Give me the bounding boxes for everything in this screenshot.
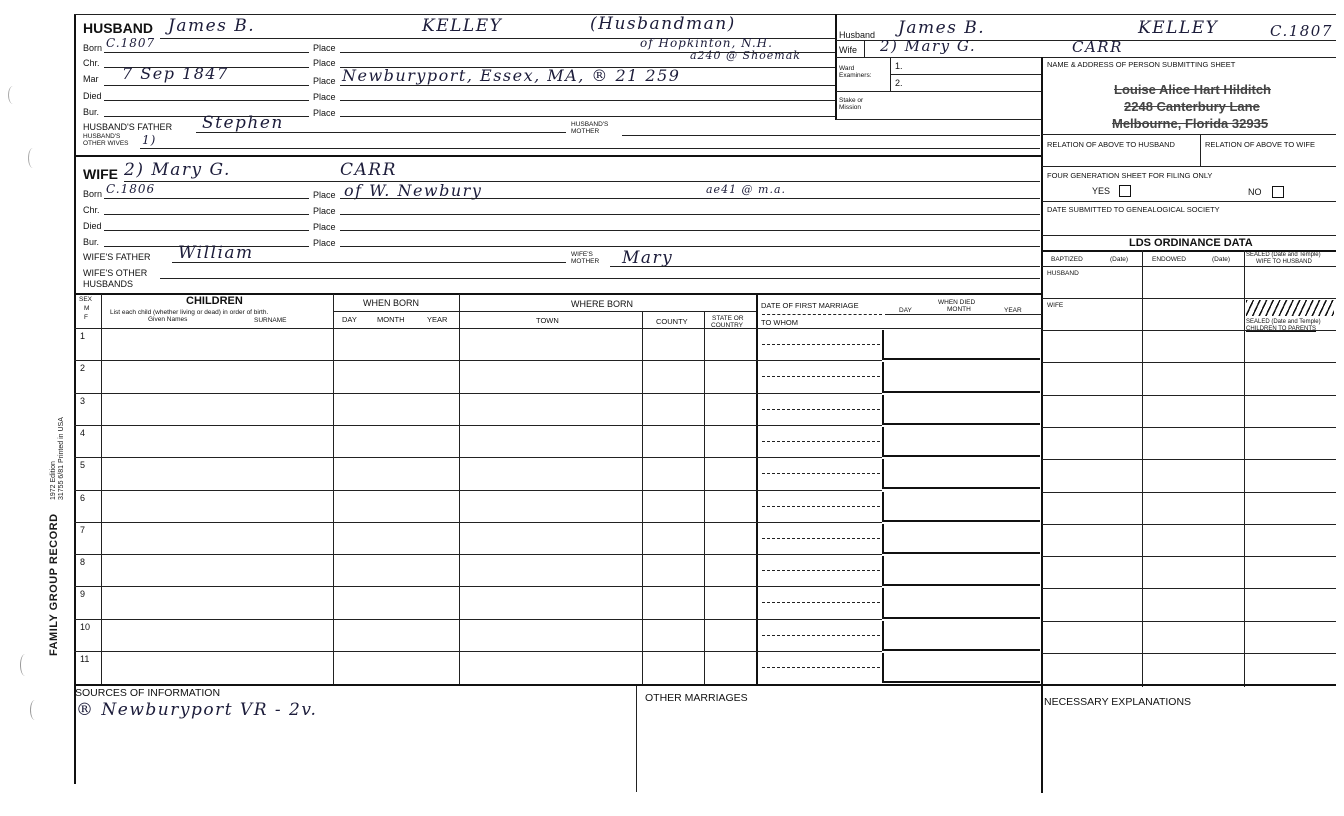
husband-born-place-label: Place [313,43,336,53]
date-submitted-label: DATE SUBMITTED TO GENEALOGICAL SOCIETY [1047,205,1220,214]
child-marriage-date-line [762,473,880,474]
form-side-title: FAMILY GROUP RECORD [48,513,60,656]
husband-chr-place-label: Place [313,58,336,68]
children-given-label: Given Names [148,316,188,323]
husband-section-divider [74,155,1042,157]
form-edition: 1972 Edition [50,461,57,500]
submitter-line-2: 2248 Canterbury Lane [1124,99,1260,114]
husband-other-wives[interactable]: 1) [142,133,157,147]
rh-wife-surname[interactable]: CARR [1072,38,1123,56]
lds-row-line [1042,621,1336,622]
right-column-border [1041,57,1043,793]
wife-born-label: Born [83,189,103,199]
wife-born-place-label: Place [313,190,336,200]
husband-chr-label: Chr. [83,58,100,68]
husband-died-place-label: Place [313,92,336,102]
rh-husband-surname[interactable]: KELLEY [1138,18,1219,38]
other-marriages-label: OTHER MARRIAGES [645,692,748,704]
lds-row-line [1042,395,1336,396]
relation-husband-label: RELATION OF ABOVE TO HUSBAND [1047,140,1175,149]
lds-row-line [1042,492,1336,493]
rh-examiner-1: 1. [895,61,903,71]
children-state-1: STATE OR [712,315,744,322]
child-row-number: 3 [80,395,86,406]
wife-other-husbands-label-1: WIFE'S OTHER [83,268,148,278]
lds-hatched-cell [1246,300,1334,316]
husband-father[interactable]: Stephen [202,113,284,133]
children-month: MONTH [377,315,405,324]
children-surname-label: SURNAME [254,317,287,324]
child-row-number: 11 [80,654,90,664]
wife-mother-label-2: MOTHER [571,258,600,265]
lds-row-line [1042,556,1336,557]
wife-chr-place-label: Place [313,206,336,216]
rh-husband-given[interactable]: James B. [898,18,986,38]
child-died-cell[interactable] [882,653,1040,683]
children-year: YEAR [427,315,448,324]
lds-baptized-label: BAPTIZED [1051,256,1083,263]
child-died-cell[interactable] [882,427,1040,457]
four-gen-label: FOUR GENERATION SHEET FOR FILING ONLY [1047,171,1213,180]
rh-wife-name[interactable]: 2) Mary G. [880,37,977,55]
children-when-born: WHEN BORN [363,298,419,308]
four-gen-no-checkbox[interactable] [1272,186,1284,198]
rh-husband-label: Husband [839,30,876,40]
husband-born-label: Born [83,43,103,53]
child-row-number: 5 [80,460,86,471]
children-f-label: F [84,314,88,321]
four-gen-no-label: NO [1248,187,1262,197]
lds-title: LDS ORDINANCE DATA [1129,237,1253,249]
margin-mark [8,86,18,104]
husband-other-wives-label-2: OTHER WIVES [83,140,129,147]
rh-examiner-2: 2. [895,78,903,88]
child-row-line [74,522,882,523]
children-instr: List each child (whether living or dead) in order of birth. [110,309,269,316]
relation-wife-label: RELATION OF ABOVE TO WIFE [1205,140,1316,149]
children-died-year: YEAR [1004,307,1022,314]
child-marriage-date-line [762,570,880,571]
lds-row-line [1042,653,1336,654]
children-died-day: DAY [899,307,912,314]
lds-sealed-1b: WIFE TO HUSBAND [1256,259,1312,265]
lds-date-1: (Date) [1110,256,1129,263]
footer-divider [74,684,1336,686]
lds-sealed-1a: SEALED (Date and Temple) [1246,252,1321,258]
husband-note[interactable]: (Husbandman) [590,14,736,34]
rh-stake-label-1: Stake or [839,97,864,104]
child-row-line [74,651,882,652]
wife-mother-label-1: WIFE'S [571,251,593,258]
children-m-label: M [84,305,90,312]
husband-father-label: HUSBAND'S FATHER [83,122,173,132]
wife-died-label: Died [83,221,102,231]
margin-mark [30,700,40,720]
children-state-2: COUNTRY [711,322,744,329]
lds-sealed-2b: CHILDREN TO PARENTS [1246,326,1317,332]
child-row-line [74,457,882,458]
child-row-line [74,360,882,361]
child-row-line [74,554,882,555]
wife-father[interactable]: William [178,243,254,263]
husband-heading: HUSBAND [83,20,153,36]
rh-ward-label: Ward [839,65,855,72]
child-row-line [74,586,882,587]
children-where-born: WHERE BORN [571,299,634,309]
children-day: DAY [342,315,357,324]
child-died-cell[interactable] [882,588,1040,618]
children-when-died: WHEN DIED [938,299,976,306]
explanations-label: NECESSARY EXPLANATIONS [1044,696,1192,708]
lds-row-line [1042,362,1336,363]
margin-mark [28,148,38,168]
child-row-number: 7 [80,524,86,535]
child-died-cell[interactable] [882,621,1040,651]
wife-surname[interactable]: CARR [340,160,397,180]
child-died-cell[interactable] [882,556,1040,586]
wife-bur-label: Bur. [83,237,100,247]
husband-bur-place-label: Place [313,108,336,118]
child-died-cell[interactable] [882,524,1040,554]
child-died-cell[interactable] [882,362,1040,392]
husband-mar-place-label: Place [313,76,336,86]
child-row-line [74,393,882,394]
lds-husband-label: HUSBAND [1047,270,1079,277]
child-died-cell[interactable] [882,330,1040,360]
lds-date-2: (Date) [1212,256,1231,263]
husband-mar-label: Mar [83,74,99,84]
child-marriage-date-line [762,506,880,507]
wife-born-place[interactable]: of W. Newbury [344,181,483,200]
wife-chr-label: Chr. [83,205,100,215]
lds-row-line [1042,459,1336,460]
wife-father-label: WIFE'S FATHER [83,252,151,262]
child-row-number: 1 [80,331,86,341]
lds-row-line [1042,427,1336,428]
children-sex-label: SEX [79,296,93,303]
child-marriage-date-line [762,441,880,442]
submitter-line-1: Louise Alice Hart Hilditch [1114,82,1271,97]
child-row-number: 2 [80,363,86,374]
wife-died-place-label: Place [313,222,336,232]
wife-other-husbands-label-2: HUSBANDS [83,279,134,289]
husband-died-label: Died [83,91,102,101]
child-row-line [74,619,882,620]
children-died-month: MONTH [947,306,971,313]
husband-mar-place[interactable]: Newburyport, Essex, MA, ® 21 259 [342,66,681,85]
lds-wife-label: WIFE [1047,302,1064,309]
lds-endowed-label: ENDOWED [1152,256,1186,263]
wife-born-place-note[interactable]: ae41 @ m.a. [706,183,787,196]
left-border [74,14,76,784]
child-row-line [74,490,882,491]
four-gen-yes-label: YES [1092,186,1111,196]
child-row-number: 6 [80,492,86,503]
form-printed: 31755 6/81 Printed in USA [58,417,65,500]
child-row-number: 8 [80,557,86,568]
child-died-cell[interactable] [882,395,1040,425]
husband-surname[interactable]: KELLEY [422,16,503,36]
rh-examiners-label: Examiners: [839,72,872,79]
wife-name[interactable]: 2) Mary G. [124,160,231,180]
lds-row-line [1042,524,1336,525]
wife-mother[interactable]: Mary [622,248,674,268]
four-gen-yes-checkbox[interactable] [1119,185,1131,197]
husband-given[interactable]: James B. [168,16,256,36]
sources-label: SOURCES OF INFORMATION [75,687,221,699]
child-marriage-date-line [762,538,880,539]
child-died-cell[interactable] [882,459,1040,489]
submitter-line-3: Melbourne, Florida 32935 [1112,116,1269,131]
submitter-label: NAME & ADDRESS OF PERSON SUBMITTING SHEET [1047,60,1236,69]
husband-born-place-note[interactable]: a240 @ Shoemak [690,49,801,62]
children-town: TOWN [536,316,559,325]
children-to-whom: TO WHOM [761,318,798,327]
sources-text[interactable]: ® Newburyport VR - 2v. [76,700,318,720]
rh-husband-date[interactable]: C.1807 [1270,22,1333,40]
child-marriage-date-line [762,602,880,603]
lds-sealed-2a: SEALED (Date and Temple) [1246,319,1321,325]
husband-born-place[interactable]: of Hopkinton, N.H. [640,36,773,50]
husband-other-wives-label-1: HUSBAND'S [83,133,121,140]
child-marriage-date-line [762,667,880,668]
husband-mar[interactable]: 7 Sep 1847 [122,64,229,83]
child-marriage-date-line [762,409,880,410]
lds-row-line [1042,588,1336,589]
rh-stake-label-2: Mission [839,104,862,111]
child-marriage-date-line [762,635,880,636]
child-row-number: 9 [80,589,86,600]
rh-wife-label: Wife [839,45,857,55]
child-died-cell[interactable] [882,492,1040,522]
wife-born[interactable]: C.1806 [106,182,156,196]
children-first-marriage: DATE OF FIRST MARRIAGE [761,301,859,310]
child-row-number: 10 [80,621,91,632]
husband-born[interactable]: C.1807 [106,36,156,50]
child-row-line [74,425,882,426]
children-county: COUNTY [656,317,688,326]
husband-mother-label-1: HUSBAND'S [571,121,609,128]
child-marriage-date-line [762,344,880,345]
wife-bur-place-label: Place [313,238,336,248]
child-row-number: 4 [80,427,86,438]
wife-heading: WIFE [83,166,118,182]
husband-bur-label: Bur. [83,107,100,117]
husband-mother-label-2: MOTHER [571,128,600,135]
child-marriage-date-line [762,376,880,377]
children-title: CHILDREN [186,295,243,307]
margin-mark [20,654,30,676]
